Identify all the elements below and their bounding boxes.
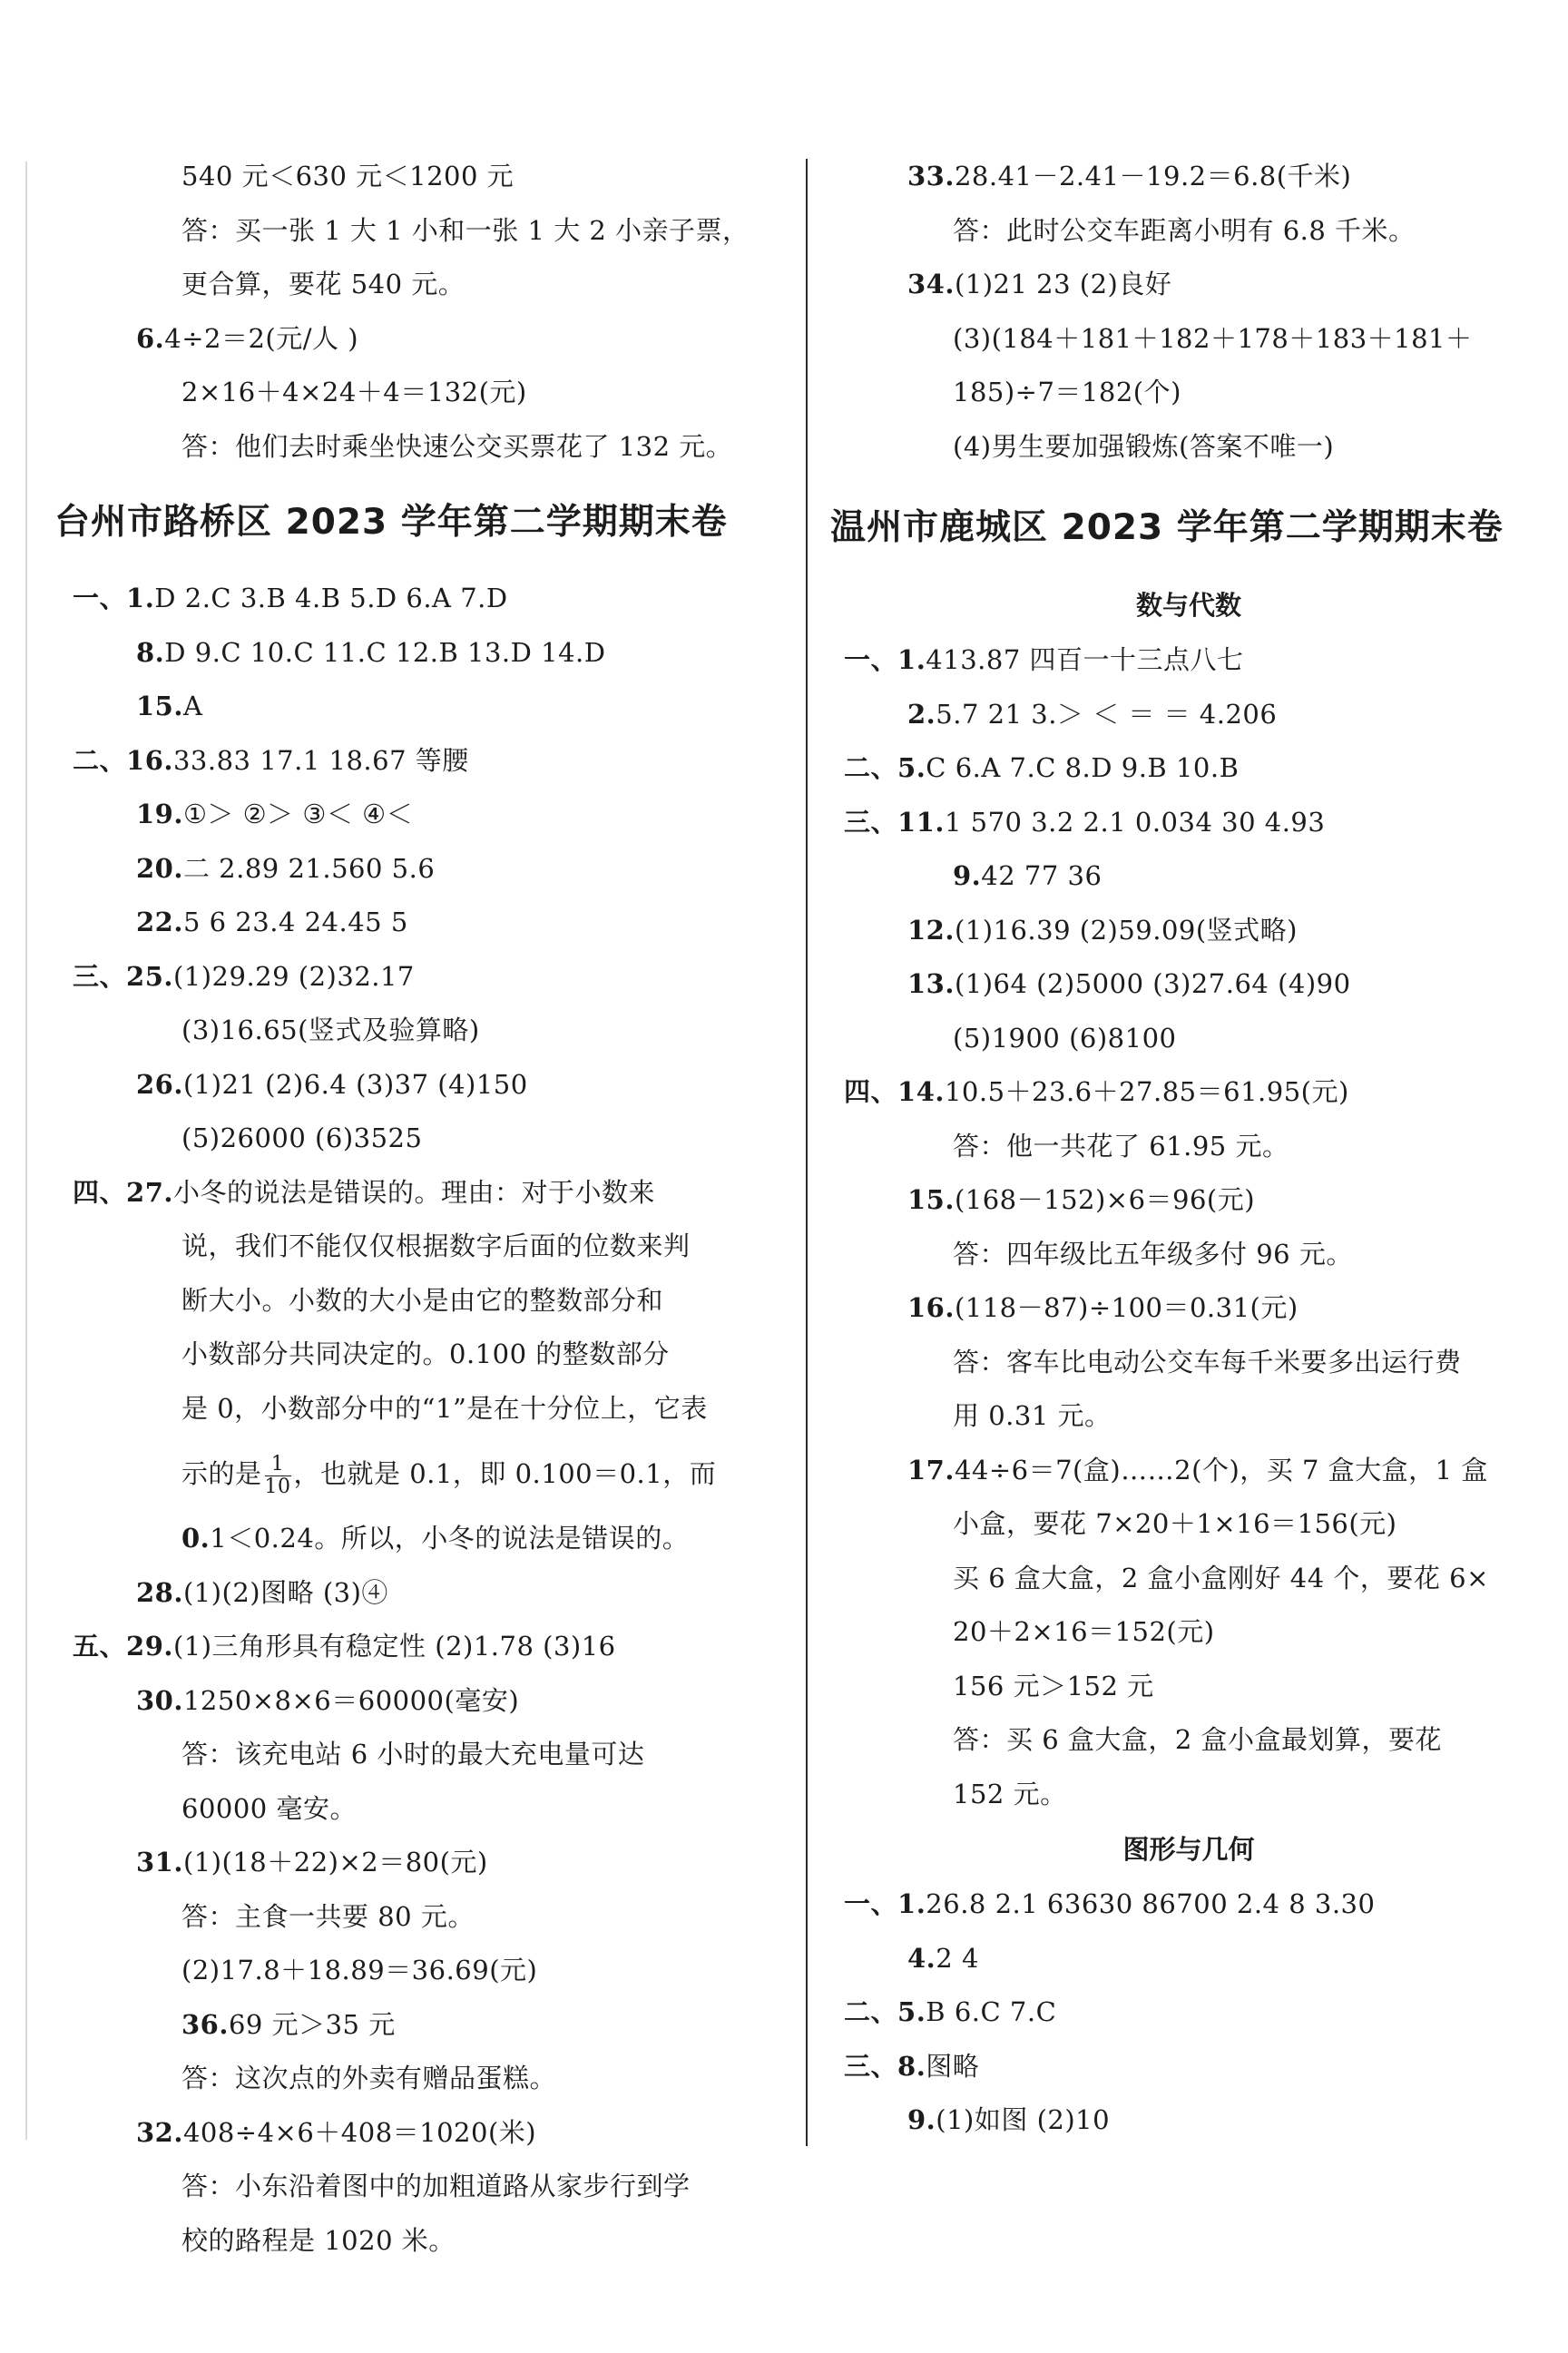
answer-line (830, 150, 1547, 204)
answer-line (54, 842, 780, 897)
answer-text: (5)26000 (6)3525 (181, 1123, 423, 1153)
answer-line (54, 366, 780, 420)
answer-line (54, 2052, 780, 2106)
question-number: 33. (907, 161, 955, 191)
answer-text: 0.1＜0.24。所以，小冬的说法是错误的。 (181, 1523, 690, 1554)
answer-line (830, 1660, 1547, 1714)
question-number: 0. (181, 1523, 211, 1554)
question-number: 16. (126, 744, 173, 776)
question-number: 36. (181, 2008, 229, 2040)
question-number: 30. (136, 1684, 183, 1716)
answer-line (54, 1620, 780, 1674)
answer-text: 14.10.5＋23.6＋27.85＝61.95(元) (897, 1076, 1349, 1107)
answer-text: 16.(118－87)÷100＝0.31(元) (907, 1292, 1298, 1323)
answer-text: 27.小冬的说法是错误的。理由：对于小数来 (126, 1176, 655, 1208)
answer-text: 答：四年级比五年级多付 96 元。 (953, 1238, 1353, 1270)
answer-line (54, 1674, 780, 1729)
answer-text: 答：此时公交车距离小明有 6.8 千米。 (953, 214, 1416, 246)
question-number: 22. (136, 907, 183, 937)
answer-text: 185)÷7＝182(个) (953, 377, 1181, 407)
answer-line (830, 1012, 1547, 1066)
answer-text: 校的路程是 1020 米。 (181, 2224, 456, 2256)
answer-line (54, 1328, 780, 1382)
answer-text: 答：该充电站 6 小时的最大充电量可达 (181, 1739, 645, 1770)
answer-text: 4.2 4 (907, 1942, 979, 1974)
answer-text: 36.69 元＞35 元 (181, 2008, 396, 2040)
answer-text: 12.(1)16.39 (2)59.09(竖式略) (907, 914, 1298, 946)
answer-line (830, 1444, 1547, 1498)
section-marker: 一、 (73, 583, 127, 613)
question-number: 11. (897, 806, 945, 838)
answer-text: (5)1900 (6)8100 (953, 1022, 1177, 1054)
answer-text: 5.B 6.C 7.C (897, 1996, 1057, 2027)
question-number: 29. (126, 1631, 173, 1662)
right-block-3 (830, 1877, 1547, 2148)
section-title-lucheng: 温州市鹿城区 2023 学年第二学期期末卷 (830, 507, 1504, 548)
question-number: 17. (907, 1454, 955, 1485)
answer-text: 152 元。 (953, 1778, 1067, 1809)
answer-text: 用 0.31 元。 (953, 1400, 1112, 1431)
answer-line (830, 312, 1547, 367)
answer-text: 33.28.41－2.41－19.2＝6.8(千米) (907, 161, 1352, 191)
answer-text: 买 6 盒大盒，2 盒小盒刚好 44 个，要花 6× (953, 1562, 1489, 1593)
answer-text: 60000 毫安。 (181, 1792, 357, 1824)
answer-line (830, 796, 1547, 850)
answer-text: 29.(1)三角形具有稳定性 (2)1.78 (3)16 (126, 1631, 616, 1662)
answer-text: 答：客车比电动公交车每千米要多出运行费 (953, 1346, 1462, 1377)
question-number: 27. (126, 1176, 173, 1208)
answer-text: 13.(1)64 (2)5000 (3)27.64 (4)90 (907, 968, 1351, 999)
answer-text: 答：他们去时乘坐快速公交买票花了 132 元。 (181, 430, 733, 462)
answer-line (54, 1782, 780, 1837)
answer-line (830, 741, 1547, 796)
answer-text: 31.(1)(18＋22)×2＝80(元) (136, 1847, 488, 1877)
question-number: 31. (136, 1847, 183, 1877)
question-number: 8. (136, 636, 165, 668)
question-number: 5. (897, 752, 926, 783)
fraction-line-post: ，也就是 0.1，即 0.100＝0.1，而 (293, 1458, 717, 1489)
question-number: 2. (907, 698, 936, 730)
answer-text: 11.1 570 3.2 2.1 0.034 30 4.93 (897, 806, 1326, 838)
section-marker: 三、 (844, 806, 898, 838)
section-marker: 四、 (844, 1076, 898, 1107)
question-number: 15. (907, 1184, 955, 1215)
section-marker: 三、 (844, 2050, 898, 2082)
answer-text: 答：买 6 盒大盒，2 盒小盒最划算，要花 (953, 1724, 1443, 1755)
answer-text: 22.5 6 23.4 24.45 5 (136, 907, 408, 937)
section-marker: 四、 (73, 1176, 127, 1208)
section-marker: 一、 (844, 1888, 898, 1919)
section-title-luqiao: 台州市路桥区 2023 学年第二学期期末卷 (54, 502, 728, 543)
question-number: 32. (136, 2116, 183, 2148)
answer-text: (3)16.65(竖式及验算略) (181, 1015, 480, 1045)
section-marker: 二、 (73, 744, 127, 776)
answer-line (54, 950, 780, 1005)
answer-line (830, 2040, 1547, 2094)
question-number: 1. (897, 644, 926, 675)
answer-text: 17.44÷6＝7(盒)……2(个)，买 7 盒大盒，1 盒 (907, 1454, 1488, 1485)
question-number: 9. (907, 2104, 936, 2135)
answer-text: 20＋2×16＝152(元) (953, 1616, 1215, 1647)
answer-line (54, 204, 780, 259)
answer-text: 1.26.8 2.1 63630 86700 2.4 8 3.30 (897, 1888, 1376, 1919)
question-number: 34. (907, 269, 955, 299)
left-block-1 (54, 150, 780, 474)
answer-line (830, 1713, 1547, 1768)
question-number: 19. (136, 799, 183, 829)
answer-text: 是 0，小数部分中的“1”是在十分位上，它表 (181, 1392, 708, 1424)
fraction-one-tenth (265, 1454, 291, 1498)
fraction-numerator: 1 (265, 1454, 291, 1476)
answer-line (54, 2106, 780, 2161)
section-marker: 二、 (844, 752, 898, 783)
right-block-1 (830, 150, 1547, 474)
answer-line (830, 1336, 1547, 1390)
answer-line (830, 204, 1547, 259)
answer-text: 5.C 6.A 7.C 8.D 9.B 10.B (897, 752, 1240, 783)
answer-line (830, 1120, 1547, 1174)
answer-text: (2)17.8＋18.89＝36.69(元) (181, 1955, 538, 1985)
answer-line (54, 1836, 780, 1890)
answer-text: 26.(1)21 (2)6.4 (3)37 (4)150 (136, 1068, 528, 1100)
question-number: 1. (897, 1888, 926, 1919)
fraction-line-pre: 示的是 (181, 1458, 262, 1489)
answer-text: 更合算，要花 540 元。 (181, 269, 466, 299)
answer-text: 说，我们不能仅仅根据数字后面的位数来判 (181, 1230, 691, 1261)
question-number: 20. (136, 852, 183, 884)
answer-line (54, 734, 780, 789)
answer-text: 断大小。小数的大小是由它的整数部分和 (181, 1284, 664, 1316)
answer-line (54, 420, 780, 475)
section-marker: 三、 (73, 960, 127, 992)
question-number: 13. (907, 968, 955, 999)
answer-line (54, 1058, 780, 1113)
answer-line (54, 1998, 780, 2053)
answer-line (830, 1281, 1547, 1336)
answer-text: 9.(1)如图 (2)10 (907, 2104, 1111, 2135)
answer-line (830, 1985, 1547, 2040)
question-number: 28. (136, 1576, 183, 1608)
answer-line (54, 1382, 780, 1436)
answer-line (830, 904, 1547, 958)
answer-line (830, 1497, 1547, 1552)
answer-text: 16.33.83 17.1 18.67 等腰 (126, 744, 469, 776)
fraction-denominator: 10 (264, 1475, 291, 1498)
answer-text: 15.(168－152)×6＝96(元) (907, 1184, 1256, 1215)
answer-text: 答：这次点的外卖有赠品蛋糕。 (181, 2063, 557, 2093)
answer-line (54, 1728, 780, 1782)
question-number: 14. (897, 1076, 945, 1107)
answer-line (830, 1877, 1547, 1932)
binding-edge (25, 162, 27, 2140)
question-number: 4. (907, 1942, 936, 1974)
section-marker: 五、 (73, 1631, 127, 1662)
answer-line (54, 1274, 780, 1328)
answer-text: 9.42 77 36 (953, 860, 1102, 891)
answer-text: 8.D 9.C 10.C 11.C 12.B 13.D 14.D (136, 636, 606, 668)
answer-line (830, 1389, 1547, 1444)
answer-line (830, 1552, 1547, 1606)
answer-line (54, 896, 780, 950)
left-block-3 (54, 1512, 780, 2268)
answer-line (54, 1566, 780, 1621)
answer-line (830, 420, 1547, 475)
answer-line (54, 258, 780, 312)
answer-line (54, 1112, 780, 1166)
answer-text: 8.图略 (897, 2050, 980, 2082)
answer-text: 2.5.7 21 3.＞ ＜ ＝ ＝ 4.206 (907, 698, 1278, 730)
answer-line (54, 1890, 780, 1945)
answer-line (830, 633, 1547, 688)
answer-text: 答：主食一共要 80 元。 (181, 1900, 475, 1932)
answer-text: 答：买一张 1 大 1 小和一张 1 大 2 小亲子票， (181, 214, 750, 246)
answer-line (830, 688, 1547, 742)
answer-text: 小盒，要花 7×20＋1×16＝156(元) (953, 1508, 1397, 1539)
answer-text: 156 元＞152 元 (953, 1670, 1154, 1701)
answer-text: 540 元＜630 元＜1200 元 (181, 161, 514, 191)
answer-text: 1.413.87 四百一十三点八七 (897, 644, 1244, 675)
answer-line (54, 1512, 780, 1566)
answer-line (830, 957, 1547, 1012)
answer-text: 20.二 2.89 21.560 5.6 (136, 852, 436, 884)
answer-line (830, 1768, 1547, 1822)
answer-text: 30.1250×8×6＝60000(毫安) (136, 1684, 520, 1716)
question-number: 9. (953, 860, 982, 891)
section-marker: 一、 (844, 644, 898, 675)
answer-line (830, 1228, 1547, 1282)
answer-line (54, 1166, 780, 1221)
question-number: 12. (907, 914, 955, 946)
answer-line (54, 150, 780, 204)
column-divider (806, 159, 808, 2146)
question-number: 5. (897, 1996, 926, 2027)
answer-text: 34.(1)21 23 (2)良好 (907, 269, 1172, 299)
question-number: 25. (126, 960, 173, 992)
answer-text: 4÷2＝2(元/人 ) (164, 322, 359, 354)
answer-line (54, 626, 780, 681)
answer-text: (4)男生要加强锻炼(答案不唯一) (953, 430, 1335, 462)
answer-text: 1.D 2.C 3.B 4.B 5.D 6.A 7.D (126, 583, 508, 613)
left-block-2 (54, 572, 780, 1436)
answer-line (830, 2093, 1547, 2148)
question-number: 16. (907, 1292, 955, 1323)
right-block-2 (830, 633, 1547, 1821)
question-number: 1. (126, 583, 155, 613)
subsection-number-algebra: 数与代数 (1135, 590, 1241, 621)
subsection-geometry: 图形与几何 (1122, 1834, 1255, 1865)
answer-line (54, 2214, 780, 2269)
left-column (54, 150, 780, 2268)
answer-text: 32.408÷4×6＋408＝1020(米) (136, 2116, 537, 2148)
answer-line (830, 849, 1547, 904)
answer-line (830, 1932, 1547, 1986)
answer-line (54, 1004, 780, 1058)
answer-text: (3)(184＋181＋182＋178＋183＋181＋ (953, 322, 1473, 354)
answer-text: 28.(1)(2)图略 (3)④ (136, 1576, 388, 1608)
answer-line (54, 572, 780, 626)
answer-line (830, 1173, 1547, 1228)
answer-line (54, 788, 780, 842)
answer-text: 15.A (136, 691, 203, 721)
answer-line (830, 1605, 1547, 1660)
answer-text: 19.①＞ ②＞ ③＜ ④＜ (136, 799, 414, 829)
answer-line (54, 312, 780, 367)
answer-text: 答：小东沿着图中的加粗道路从家步行到学 (181, 2171, 691, 2201)
answer-text: 小数部分共同决定的。0.100 的整数部分 (181, 1338, 670, 1369)
answer-line (54, 1944, 780, 1998)
answer-line (54, 680, 780, 734)
right-column (830, 150, 1547, 2148)
answer-line (54, 2160, 780, 2214)
fraction-line (54, 1436, 780, 1512)
answer-line (830, 258, 1547, 312)
question-number: 26. (136, 1068, 183, 1100)
section-marker: 6. (136, 322, 165, 354)
section-marker: 二、 (844, 1996, 898, 2027)
question-number: 8. (897, 2050, 926, 2082)
answer-line (54, 1220, 780, 1274)
answer-text: 答：他一共花了 61.95 元。 (953, 1130, 1289, 1162)
question-number: 15. (136, 691, 183, 721)
answer-text: 25.(1)29.29 (2)32.17 (126, 960, 415, 992)
answer-line (830, 1065, 1547, 1120)
answer-text: 2×16＋4×24＋4＝132(元) (181, 377, 527, 407)
answer-line (830, 366, 1547, 420)
